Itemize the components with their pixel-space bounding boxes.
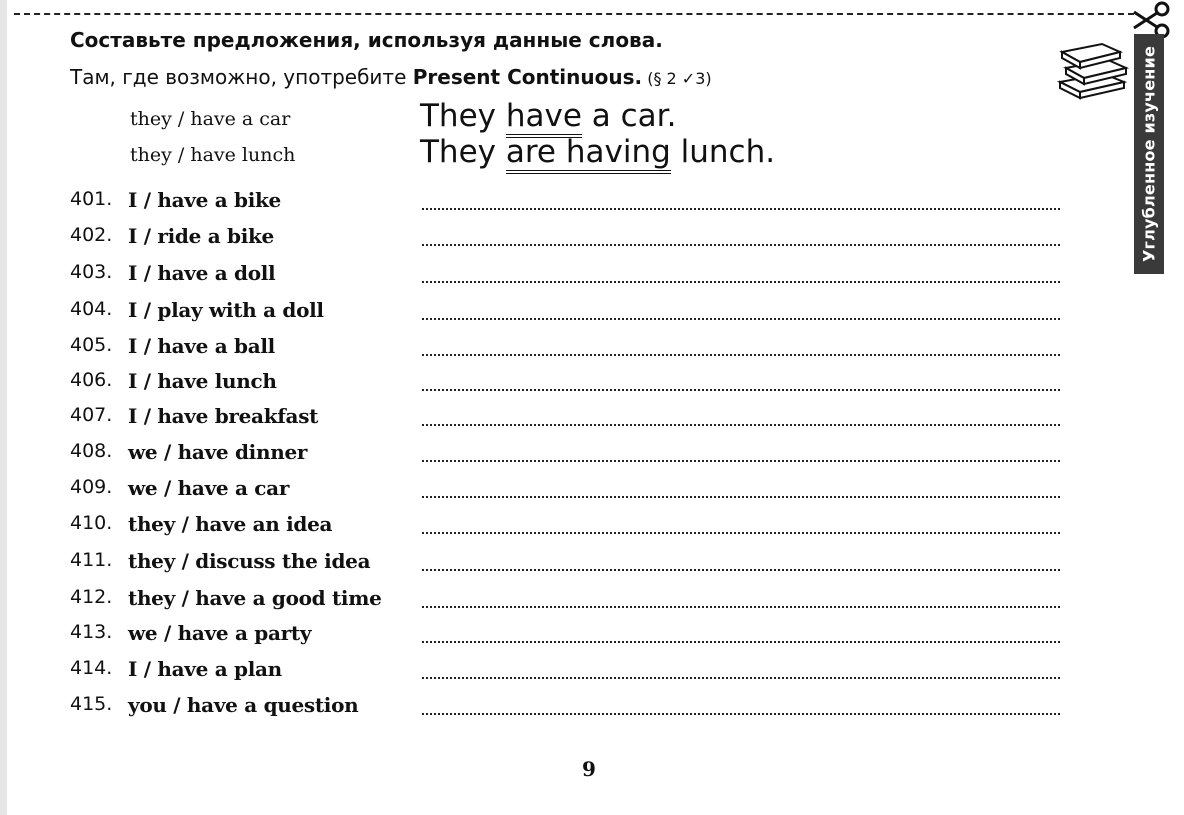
item-number: 408. — [70, 440, 113, 462]
instruction-subtitle — [70, 65, 712, 89]
answer-line[interactable] — [422, 354, 1060, 356]
item-number: 407. — [70, 404, 113, 426]
example-answer — [420, 98, 676, 134]
answer-line[interactable] — [422, 713, 1060, 715]
books-icon — [1052, 38, 1132, 100]
answer-line[interactable] — [422, 532, 1060, 534]
answer-line[interactable] — [422, 641, 1060, 643]
exercise-item — [0, 586, 1184, 620]
exercise-item — [0, 549, 1184, 583]
item-number: 403. — [70, 261, 113, 283]
item-prompt: I / have lunch — [128, 369, 277, 393]
item-number: 401. — [70, 188, 113, 210]
exercise-item — [0, 334, 1184, 368]
item-number: 413. — [70, 621, 113, 643]
item-number: 406. — [70, 369, 113, 391]
answer-line[interactable] — [422, 208, 1060, 210]
item-prompt: you / have a question — [128, 693, 359, 717]
item-number: 409. — [70, 476, 113, 498]
exercise-item — [0, 621, 1184, 655]
item-number: 410. — [70, 512, 113, 534]
subtitle-reference: (§ 2 ✓3) — [642, 69, 712, 88]
exercise-item — [0, 476, 1184, 510]
item-prompt: I / have breakfast — [128, 404, 319, 428]
cut-line — [14, 13, 1134, 15]
item-number: 411. — [70, 549, 113, 571]
item-prompt: I / play with a doll — [128, 298, 324, 322]
example-answer-end: a car. — [581, 98, 677, 134]
exercise-item — [0, 224, 1184, 258]
side-tab-label: Углубленное изучение — [1139, 46, 1159, 262]
exercise-item — [0, 657, 1184, 691]
item-prompt: we / have a car — [128, 476, 290, 500]
example-answer-end: lunch. — [670, 134, 776, 170]
answer-line[interactable] — [422, 424, 1060, 426]
exercise-item — [0, 440, 1184, 474]
item-number: 402. — [70, 224, 113, 246]
item-prompt: they / discuss the idea — [128, 549, 371, 573]
exercise-item — [0, 261, 1184, 295]
exercise-item — [0, 188, 1184, 222]
exercise-item — [0, 404, 1184, 438]
answer-line[interactable] — [422, 677, 1060, 679]
instruction-title: Составьте предложения, используя данные слова. — [70, 28, 663, 52]
answer-line[interactable] — [422, 569, 1060, 571]
exercise-item — [0, 512, 1184, 546]
item-number: 405. — [70, 334, 113, 356]
answer-line[interactable] — [422, 318, 1060, 320]
exercise-item — [0, 693, 1184, 727]
example-prompt: they / have a car — [130, 108, 291, 130]
subtitle-tense: Present Continuous. — [412, 65, 643, 89]
item-prompt: I / have a plan — [128, 657, 282, 681]
exercise-item — [0, 369, 1184, 403]
answer-line[interactable] — [422, 389, 1060, 391]
example-answer-verb: have — [506, 98, 582, 138]
item-number: 415. — [70, 693, 113, 715]
page-number: 9 — [582, 757, 596, 781]
item-number: 404. — [70, 298, 113, 320]
item-prompt: I / have a doll — [128, 261, 276, 285]
item-number: 414. — [70, 657, 113, 679]
answer-line[interactable] — [422, 244, 1060, 246]
item-prompt: I / ride a bike — [128, 224, 274, 248]
item-prompt: we / have a party — [128, 621, 312, 645]
item-prompt: we / have dinner — [128, 440, 308, 464]
item-number: 412. — [70, 586, 113, 608]
answer-line[interactable] — [422, 281, 1060, 283]
answer-line[interactable] — [422, 606, 1060, 608]
example-answer — [420, 134, 775, 170]
answer-line[interactable] — [422, 496, 1060, 498]
answer-line[interactable] — [422, 460, 1060, 462]
item-prompt: I / have a ball — [128, 334, 275, 358]
example-answer-start: They — [420, 134, 506, 170]
exercise-item — [0, 298, 1184, 332]
example-answer-verb: are having — [506, 134, 671, 174]
item-prompt: I / have a bike — [128, 188, 281, 212]
example-prompt: they / have lunch — [130, 144, 296, 166]
item-prompt: they / have an idea — [128, 512, 333, 536]
item-prompt: they / have a good time — [128, 586, 382, 610]
example-answer-start: They — [420, 98, 506, 134]
subtitle-text: Там, где возможно, употребите — [70, 65, 413, 89]
